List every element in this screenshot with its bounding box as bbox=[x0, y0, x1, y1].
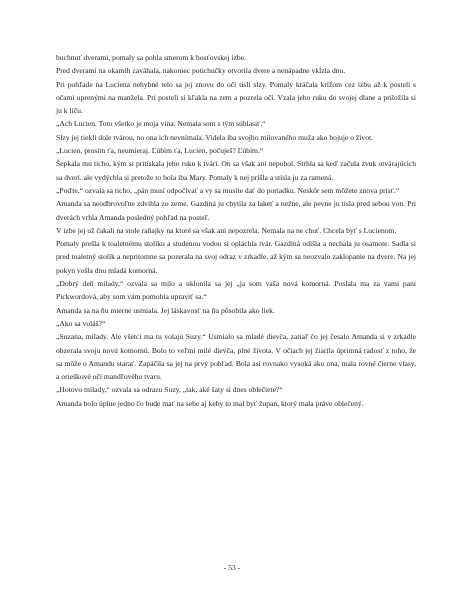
paragraph-8: „Poďte,“ ozvala sa ticho, „pán musí odpočívať a vy sa musíte dať do poriadku. Neskôr sem môžete znova prísť.“ bbox=[56, 185, 400, 195]
paragraph-17: Amanda bolo úplne jedno čo bude mať na sebe aj keby to mal byť župan, ktorý mala práve oblečený. bbox=[56, 398, 364, 408]
paragraph-6: „Lucien, prosím ťa, neumieraj. Ľúbim ťa, Lucien, počuješ? Ľúbim.“ bbox=[56, 146, 264, 156]
paragraph-15: „Suzana, milady. Ale všetci ma tu volajú Suzy.“ Usmialo sa mladé dievča, zatiaľ čo jej česalo Amanda si v zrkadle obzerala svoju novú komornú. Bolo to veľmi milé dievča, plné života. V očiach jej žiarila úprimná radosť z toho, že sa môže o Amandu starať. Zapáčila sa jej na prvý pohľad. Bola asi rovnako vysoká ako ona, mala rovné čierne vlasy, a orieškové oči mandľového tvaru. bbox=[56, 332, 416, 382]
paragraph-16: „Hotovo milady,“ ozvala sa odrazu Suzy, „tak, aké šaty si dnes oblečiete?“ bbox=[56, 385, 283, 395]
paragraph-1: buchnuť dverami, pomaly sa pohla smerom k hosťovskej izbe. bbox=[56, 53, 246, 62]
page-number: - 53 - bbox=[223, 563, 241, 572]
paragraph-13: Amanda sa na ňu mierne usmiala. Jej láskavosť na ňu pôsobila ako liek. bbox=[56, 305, 275, 315]
paragraph-2: Pred dverami na okamih zaváhala, nakoniec potichučky otvorila dvere a nenápadne vkĺzla dnu. bbox=[56, 66, 346, 76]
paragraph-5: Slzy jej tiekli dole tvárou, no ona ich nevnímala. Videla iba svojho milovaného muža ako bojuje o život. bbox=[56, 132, 374, 142]
paragraph-4: „Ach Lucien. Toto všetko je moja vina. Nemala som s tým súhlasiť.“ bbox=[56, 119, 266, 129]
body-text bbox=[56, 51, 416, 410]
paragraph-11: Pomaly prešla k toaletnému stolíku a studenou vodou si opláchla tvár. Gazdiná odišla a nechala ju osamote. Sadla si pred toaletný stolík a nepritomne sa pozerala na svoj odraz v zrkadle. až kým sa neozvalo zaklopanie na dvere. Na jej pokyn vošla dnu mladá komorná. bbox=[56, 239, 416, 275]
paragraph-3: Pri pohľade na Luciena nehybné telo sa jej znovu do očí tisli slzy. Pomaly kráčala krížom cez izbu až k posteli s očami uprenými na manžela. Pri posteli si kľakla na zem a pozrela očí. Vzala jeho ruku do svojej dlane a priložila si ju k líču. bbox=[56, 79, 416, 116]
paragraph-14: „Ako sa voláš?“ bbox=[56, 318, 106, 328]
paragraph-10: V izbe jej už čakali na stole raňajky na ktoré sa však ani nepozrela. Nemala na ne chuť. Chcela byť s Lucienom. bbox=[56, 225, 397, 235]
paragraph-12: „Dobrý deň milady,“ ozvala sa milo a uklonila sa jej „ja som vaša nová komorná. Poslala ma za vami pani Pickwordová, aby som vám pomohla upraviť sa.“ bbox=[56, 279, 416, 302]
paragraph-7: Šepkala mu ticho, kým si pritískala jeho ruku k tvári. On sa však ani nepohol. Strhla sa keď začula zvuk otvárajúcich sa dverí. ale vydýchla si pretože to bola iba Mary. Pomaly k nej prišla a stisla ju za ramená. bbox=[56, 159, 416, 182]
paragraph-9: Amanda sa neodbrovoľne zdvihla zo zeme. Gazdiná ju chytila za lakeť a nežne, ale pevne ju tisla pred sebou von. Pri dverách vrhla Amanda posledný pohľad na posteľ. bbox=[56, 199, 416, 222]
